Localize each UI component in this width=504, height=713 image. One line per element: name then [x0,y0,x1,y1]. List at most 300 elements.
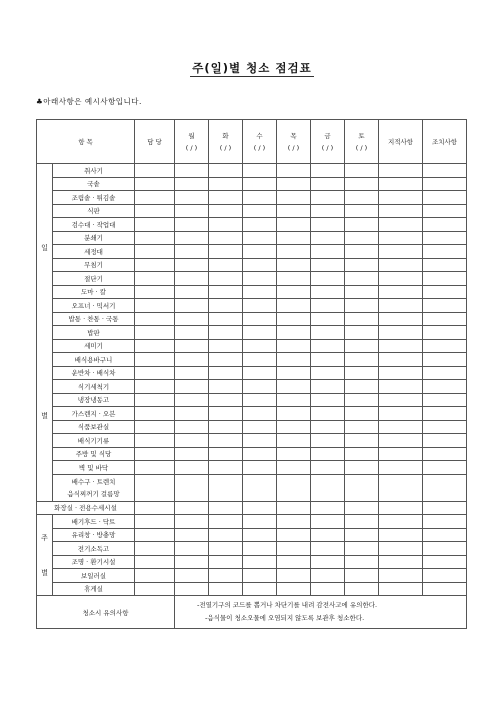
manager-cell[interactable] [135,285,175,299]
day-check-cell[interactable] [175,447,209,461]
manager-cell[interactable] [135,528,175,542]
day-check-cell[interactable] [243,420,277,434]
day-check-cell[interactable] [277,542,311,556]
actions-cell[interactable] [423,258,467,272]
day-check-cell[interactable] [345,231,379,245]
day-check-cell[interactable] [243,299,277,313]
day-check-cell[interactable] [175,420,209,434]
day-check-cell[interactable] [311,447,345,461]
day-check-cell[interactable] [209,177,243,191]
day-check-cell[interactable] [209,542,243,556]
day-check-cell[interactable] [209,393,243,407]
day-check-cell[interactable] [311,366,345,380]
day-check-cell[interactable] [243,326,277,340]
day-check-cell[interactable] [243,555,277,569]
day-check-cell[interactable] [175,258,209,272]
day-check-cell[interactable] [243,542,277,556]
day-check-cell[interactable] [243,353,277,367]
remarks-cell[interactable] [379,434,423,448]
remarks-cell[interactable] [379,569,423,583]
day-check-cell[interactable] [243,474,277,501]
remarks-cell[interactable] [379,326,423,340]
remarks-cell[interactable] [379,285,423,299]
day-check-cell[interactable] [277,528,311,542]
day-check-cell[interactable] [277,312,311,326]
manager-cell[interactable] [135,555,175,569]
actions-cell[interactable] [423,191,467,205]
day-check-cell[interactable] [345,245,379,259]
actions-cell[interactable] [423,582,467,596]
day-check-cell[interactable] [175,434,209,448]
day-check-cell[interactable] [175,245,209,259]
day-check-cell[interactable] [345,312,379,326]
remarks-cell[interactable] [379,501,423,515]
table-row [37,434,467,448]
day-name: 금 [324,131,331,140]
remarks-cell[interactable] [379,515,423,529]
table-row [37,353,467,367]
day-check-cell[interactable] [209,204,243,218]
day-check-cell[interactable] [277,204,311,218]
day-check-cell[interactable] [345,164,379,178]
day-check-cell[interactable] [209,258,243,272]
day-check-cell[interactable] [345,407,379,421]
manager-cell[interactable] [135,447,175,461]
day-check-cell[interactable] [209,245,243,259]
day-check-cell[interactable] [311,204,345,218]
table-row [37,285,467,299]
manager-cell[interactable] [135,393,175,407]
day-check-cell[interactable] [243,218,277,232]
day-check-cell[interactable] [175,177,209,191]
day-check-cell[interactable] [243,569,277,583]
remarks-cell[interactable] [379,582,423,596]
actions-cell[interactable] [423,272,467,286]
manager-cell[interactable] [135,231,175,245]
day-check-cell[interactable] [345,285,379,299]
day-check-cell[interactable] [175,204,209,218]
actions-cell[interactable] [423,339,467,353]
day-check-cell[interactable] [311,326,345,340]
manager-cell[interactable] [135,353,175,367]
table-row [37,447,467,461]
actions-cell[interactable] [423,447,467,461]
manager-cell[interactable] [135,569,175,583]
day-check-cell[interactable] [175,299,209,313]
day-check-cell[interactable] [209,272,243,286]
remarks-cell[interactable] [379,218,423,232]
day-check-cell[interactable] [345,366,379,380]
day-check-cell[interactable] [345,461,379,475]
day-check-cell[interactable] [243,285,277,299]
day-check-cell[interactable] [311,582,345,596]
day-check-cell[interactable] [345,528,379,542]
remarks-cell[interactable] [379,299,423,313]
day-check-cell[interactable] [243,177,277,191]
day-check-cell[interactable] [345,380,379,394]
day-check-cell[interactable] [277,515,311,529]
day-check-cell[interactable] [345,555,379,569]
actions-cell[interactable] [423,555,467,569]
item-label: 취사기 [53,164,135,178]
day-check-cell[interactable] [209,420,243,434]
day-check-cell[interactable] [345,434,379,448]
day-check-cell[interactable] [209,326,243,340]
actions-cell[interactable] [423,542,467,556]
day-check-cell[interactable] [175,515,209,529]
day-check-cell[interactable] [175,218,209,232]
day-check-cell[interactable] [345,191,379,205]
day-check-cell[interactable] [243,447,277,461]
day-check-cell[interactable] [175,380,209,394]
day-check-cell[interactable] [209,474,243,501]
actions-cell[interactable] [423,164,467,178]
day-check-cell[interactable] [243,380,277,394]
day-check-cell[interactable] [243,191,277,205]
actions-cell[interactable] [423,501,467,515]
day-check-cell[interactable] [345,515,379,529]
manager-cell[interactable] [135,177,175,191]
day-check-cell[interactable] [277,285,311,299]
table-row [37,393,467,407]
actions-cell[interactable] [423,204,467,218]
day-check-cell[interactable] [277,420,311,434]
day-check-cell[interactable] [311,407,345,421]
day-check-cell[interactable] [209,191,243,205]
day-check-cell[interactable] [209,407,243,421]
actions-cell[interactable] [423,245,467,259]
day-check-cell[interactable] [209,339,243,353]
table-row [37,407,467,421]
day-check-cell[interactable] [311,434,345,448]
manager-cell[interactable] [135,326,175,340]
remarks-cell[interactable] [379,353,423,367]
day-check-cell[interactable] [209,312,243,326]
remarks-cell[interactable] [379,231,423,245]
actions-cell[interactable] [423,366,467,380]
day-check-cell[interactable] [209,569,243,583]
day-check-cell[interactable] [209,164,243,178]
remarks-cell[interactable] [379,528,423,542]
day-check-cell[interactable] [345,474,379,501]
day-check-cell[interactable] [277,218,311,232]
day-check-cell[interactable] [175,272,209,286]
day-check-cell[interactable] [243,366,277,380]
header-remarks: 지적사항 [379,120,423,164]
day-check-cell[interactable] [209,555,243,569]
day-check-cell[interactable] [311,461,345,475]
day-check-cell[interactable] [175,555,209,569]
day-check-cell[interactable] [311,245,345,259]
day-check-cell[interactable] [243,461,277,475]
day-check-cell[interactable] [277,461,311,475]
remarks-cell[interactable] [379,420,423,434]
actions-cell[interactable] [423,515,467,529]
day-check-cell[interactable] [345,326,379,340]
day-check-cell[interactable] [311,555,345,569]
actions-cell[interactable] [423,393,467,407]
manager-cell[interactable] [135,474,175,501]
remarks-cell[interactable] [379,474,423,501]
day-check-cell[interactable] [175,569,209,583]
manager-cell[interactable] [135,582,175,596]
day-check-cell[interactable] [175,231,209,245]
day-check-cell[interactable] [209,380,243,394]
remarks-cell[interactable] [379,312,423,326]
day-check-cell[interactable] [345,420,379,434]
actions-cell[interactable] [423,218,467,232]
day-check-cell[interactable] [345,299,379,313]
day-check-cell[interactable] [345,204,379,218]
day-check-cell[interactable] [277,272,311,286]
day-check-cell[interactable] [175,542,209,556]
manager-cell[interactable] [135,272,175,286]
day-check-cell[interactable] [175,366,209,380]
manager-cell[interactable] [135,380,175,394]
day-check-cell[interactable] [243,515,277,529]
actions-cell[interactable] [423,177,467,191]
item-label: 오프너 · 믹서기 [53,299,135,313]
day-check-cell[interactable] [311,299,345,313]
day-check-cell[interactable] [243,528,277,542]
day-check-cell[interactable] [209,299,243,313]
day-check-cell[interactable] [311,312,345,326]
day-check-cell[interactable] [209,461,243,475]
manager-cell[interactable] [135,407,175,421]
day-check-cell[interactable] [345,542,379,556]
day-check-cell[interactable] [243,339,277,353]
manager-cell[interactable] [135,542,175,556]
day-check-cell[interactable] [311,393,345,407]
remarks-cell[interactable] [379,272,423,286]
remarks-cell[interactable] [379,380,423,394]
day-check-cell[interactable] [243,258,277,272]
day-check-cell[interactable] [311,380,345,394]
actions-cell[interactable] [423,285,467,299]
manager-cell[interactable] [135,245,175,259]
actions-cell[interactable] [423,380,467,394]
day-check-cell[interactable] [243,231,277,245]
day-check-cell[interactable] [175,528,209,542]
day-check-cell[interactable] [175,339,209,353]
manager-cell[interactable] [135,366,175,380]
manager-cell[interactable] [135,461,175,475]
manager-cell[interactable] [135,501,175,515]
day-check-cell[interactable] [345,218,379,232]
remarks-cell[interactable] [379,366,423,380]
day-check-cell[interactable] [277,407,311,421]
manager-cell[interactable] [135,434,175,448]
remarks-cell[interactable] [379,461,423,475]
day-check-cell[interactable] [243,582,277,596]
day-check-cell[interactable] [311,339,345,353]
day-check-cell[interactable] [209,285,243,299]
day-check-cell[interactable] [311,569,345,583]
manager-cell[interactable] [135,258,175,272]
day-check-cell[interactable] [209,366,243,380]
remarks-cell[interactable] [379,542,423,556]
actions-cell[interactable] [423,326,467,340]
manager-cell[interactable] [135,420,175,434]
actions-cell[interactable] [423,474,467,501]
day-check-cell[interactable] [277,555,311,569]
day-check-cell[interactable] [277,353,311,367]
day-check-cell[interactable] [311,515,345,529]
day-check-cell[interactable] [209,501,243,515]
remarks-cell[interactable] [379,339,423,353]
remarks-cell[interactable] [379,177,423,191]
day-check-cell[interactable] [345,447,379,461]
day-check-cell[interactable] [345,272,379,286]
day-check-cell[interactable] [175,393,209,407]
day-check-cell[interactable] [311,420,345,434]
day-check-cell[interactable] [277,447,311,461]
day-check-cell[interactable] [175,191,209,205]
day-check-cell[interactable] [175,285,209,299]
manager-cell[interactable] [135,299,175,313]
day-check-cell[interactable] [243,312,277,326]
day-check-cell[interactable] [277,231,311,245]
remarks-cell[interactable] [379,191,423,205]
day-check-cell[interactable] [209,515,243,529]
table-row [37,339,467,353]
day-check-cell[interactable] [277,326,311,340]
day-check-cell[interactable] [277,191,311,205]
day-check-cell[interactable] [277,299,311,313]
day-check-cell[interactable] [243,204,277,218]
day-check-cell[interactable] [209,231,243,245]
header-day [277,120,311,164]
day-check-cell[interactable] [277,434,311,448]
day-check-cell[interactable] [277,380,311,394]
day-check-cell[interactable] [277,569,311,583]
day-check-cell[interactable] [243,393,277,407]
remarks-cell[interactable] [379,258,423,272]
day-check-cell[interactable] [345,582,379,596]
header-day [209,120,243,164]
manager-cell[interactable] [135,312,175,326]
table-row [37,258,467,272]
day-name: 수 [256,131,263,140]
day-check-cell[interactable] [209,353,243,367]
day-check-cell[interactable] [243,501,277,515]
day-check-cell[interactable] [311,474,345,501]
day-check-cell[interactable] [311,285,345,299]
item-label: 분쇄기 [53,231,135,245]
day-check-cell[interactable] [243,434,277,448]
day-check-cell[interactable] [243,407,277,421]
day-check-cell[interactable] [311,177,345,191]
table-row [37,555,467,569]
day-check-cell[interactable] [175,461,209,475]
day-check-cell[interactable] [209,447,243,461]
day-check-cell[interactable] [345,258,379,272]
table-row [37,569,467,583]
manager-cell[interactable] [135,218,175,232]
actions-cell[interactable] [423,299,467,313]
actions-cell[interactable] [423,231,467,245]
actions-cell[interactable] [423,353,467,367]
actions-cell[interactable] [423,528,467,542]
actions-cell[interactable] [423,407,467,421]
day-check-cell[interactable] [243,272,277,286]
day-check-cell[interactable] [175,312,209,326]
actions-cell[interactable] [423,312,467,326]
manager-cell[interactable] [135,339,175,353]
day-check-cell[interactable] [311,164,345,178]
remarks-cell[interactable] [379,555,423,569]
day-check-cell[interactable] [277,245,311,259]
day-check-cell[interactable] [311,501,345,515]
remarks-cell[interactable] [379,204,423,218]
day-check-cell[interactable] [243,245,277,259]
day-check-cell[interactable] [243,164,277,178]
item-label: 밥통 · 찬통 · 국통 [53,312,135,326]
day-check-cell[interactable] [345,569,379,583]
actions-cell[interactable] [423,434,467,448]
day-check-cell[interactable] [175,501,209,515]
day-check-cell[interactable] [311,218,345,232]
day-check-cell[interactable] [175,353,209,367]
manager-cell[interactable] [135,191,175,205]
day-check-cell[interactable] [175,407,209,421]
day-check-cell[interactable] [277,177,311,191]
day-check-cell[interactable] [175,474,209,501]
day-check-cell[interactable] [345,501,379,515]
day-check-cell[interactable] [311,272,345,286]
day-check-cell[interactable] [345,393,379,407]
day-check-cell[interactable] [277,258,311,272]
day-check-cell[interactable] [277,339,311,353]
day-check-cell[interactable] [277,474,311,501]
day-check-cell[interactable] [209,528,243,542]
remarks-cell[interactable] [379,164,423,178]
day-check-cell[interactable] [209,434,243,448]
day-check-cell[interactable] [277,582,311,596]
day-check-cell[interactable] [209,582,243,596]
item-label: 배기후드 · 닥트 [53,515,135,529]
actions-cell[interactable] [423,461,467,475]
day-check-cell[interactable] [175,326,209,340]
day-check-cell[interactable] [277,366,311,380]
day-check-cell[interactable] [345,353,379,367]
day-check-cell[interactable] [209,218,243,232]
day-check-cell[interactable] [311,542,345,556]
day-check-cell[interactable] [277,164,311,178]
day-check-cell[interactable] [345,177,379,191]
table-row [37,231,467,245]
day-check-cell[interactable] [277,393,311,407]
day-check-cell[interactable] [311,191,345,205]
day-check-cell[interactable] [311,258,345,272]
day-check-cell[interactable] [277,501,311,515]
manager-cell[interactable] [135,515,175,529]
manager-cell[interactable] [135,164,175,178]
day-check-cell[interactable] [311,528,345,542]
actions-cell[interactable] [423,420,467,434]
remarks-cell[interactable] [379,407,423,421]
day-check-cell[interactable] [175,164,209,178]
actions-cell[interactable] [423,569,467,583]
remarks-cell[interactable] [379,447,423,461]
day-check-cell[interactable] [175,582,209,596]
manager-cell[interactable] [135,204,175,218]
day-check-cell[interactable] [311,353,345,367]
remarks-cell[interactable] [379,245,423,259]
day-check-cell[interactable] [311,231,345,245]
remarks-cell[interactable] [379,393,423,407]
day-check-cell[interactable] [345,339,379,353]
